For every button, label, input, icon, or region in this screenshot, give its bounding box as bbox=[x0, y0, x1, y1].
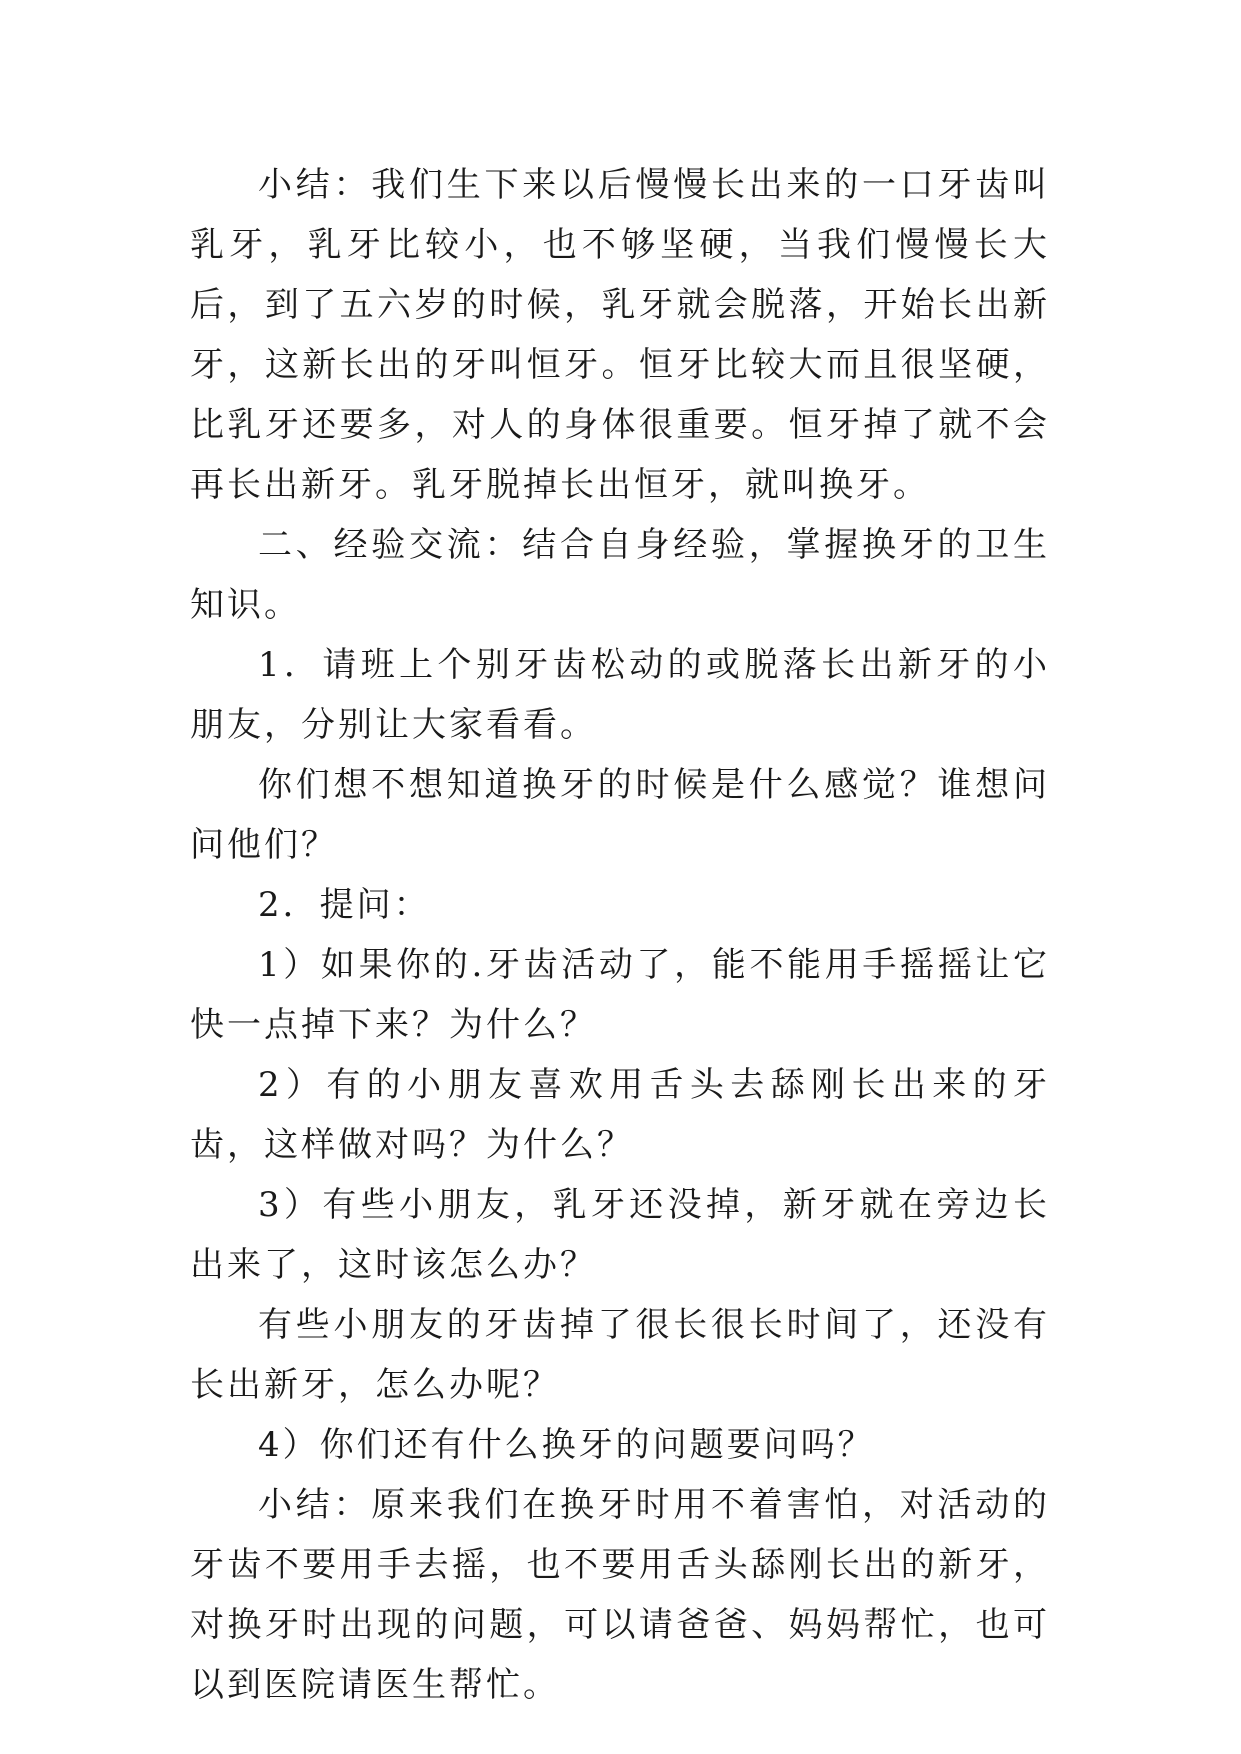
paragraph-summary-conclusion: 小结：原来我们在换牙时用不着害怕，对活动的牙齿不要用手去摇，也不要用舌头舔刚长出的新牙，对换牙时出现的问题，可以请爸爸、妈妈帮忙，也可以到医院请医生帮忙。 bbox=[190, 1485, 1050, 1705]
paragraph-question-feeling: 你们想不想知道换牙的时候是什么感觉？谁想问问他们？ bbox=[190, 765, 1050, 865]
paragraph-question-4: 4）你们还有什么换牙的问题要问吗？ bbox=[258, 1425, 875, 1465]
paragraph-question-3: 3）有些小朋友，乳牙还没掉，新牙就在旁边长出来了，这时该怎么办？ bbox=[190, 1185, 1050, 1285]
paragraph-question-2: 2）有的小朋友喜欢用舌头去舔刚长出来的牙齿，这样做对吗？为什么？ bbox=[190, 1065, 1050, 1165]
paragraph-question-3-followup: 有些小朋友的牙齿掉了很长很长时间了，还没有长出新牙，怎么办呢？ bbox=[190, 1305, 1050, 1405]
paragraph-section-experience: 二、经验交流：结合自身经验，掌握换牙的卫生知识。 bbox=[190, 525, 1050, 625]
paragraph-step-1: 1．请班上个别牙齿松动的或脱落长出新牙的小朋友，分别让大家看看。 bbox=[190, 645, 1050, 745]
paragraph-summary-baby-teeth: 小结：我们生下来以后慢慢长出来的一口牙齿叫乳牙，乳牙比较小，也不够坚硬，当我们慢慢长大后，到了五六岁的时候，乳牙就会脱落，开始长出新牙，这新长出的牙叫恒牙。恒牙比较大而且很坚硬，比乳牙还要多，对人的身体很重要。恒牙掉了就不会再长出新牙。乳牙脱掉长出恒牙，就叫换牙。 bbox=[190, 165, 1050, 505]
document-body bbox=[190, 155, 1050, 1715]
paragraph-question-1: 1）如果你的.牙齿活动了，能不能用手摇摇让它快一点掉下来？为什么？ bbox=[190, 945, 1050, 1045]
paragraph-step-2: 2．提问： bbox=[258, 885, 431, 925]
